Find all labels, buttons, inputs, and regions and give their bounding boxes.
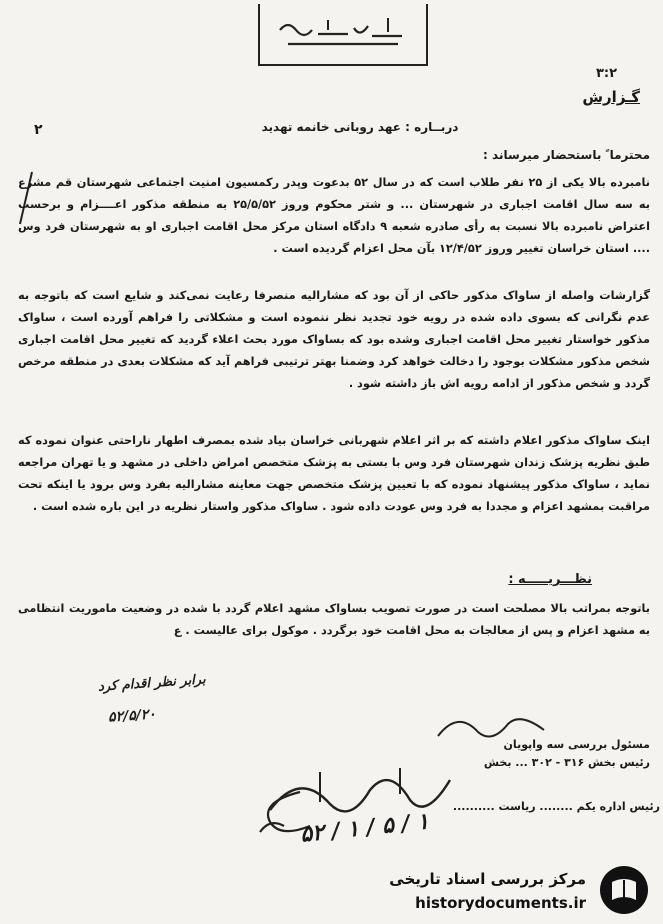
document-title: گـزارش	[582, 88, 640, 106]
stamp-scribble-icon	[268, 10, 418, 56]
salutation: محترما ً باستحضار میرساند :	[483, 148, 650, 162]
document-subject: دربــاره : عهد روبانی خانمه تهدید	[261, 120, 459, 134]
handwritten-number: ۵۲ / ۱ / ۵ / ۱	[298, 808, 431, 848]
signature-line-2: رئیس بخش ۳۱۶ - ۳۰۲ ... بخش	[483, 756, 650, 769]
recipient-line: رئیس اداره یکم ........ ریاست ..........	[452, 800, 660, 813]
signature-line-1: مسئول بررسی سه واپویان	[503, 738, 650, 751]
body-paragraph-1: نامبرده بالا یکی از ۲۵ نفر طلاب است که در سال ۵۲ بدعوت وپدر رکمسیون امنیت اجتماعی شهرستان قم مشرع به سه سال اقامت اجباری در شهرستان ... و شتر محکوم وروز ۲۵/۵/۵۲ به منطقه مذکور اعــــزام و برحسب اعتراض نامبرده بالا نسبت به رأی صادره شعبه ۹ دادگاه استان مرکز محل اقامت اجباری او به شهرستان فرد وس .... استان خراسان تغییر وروز ۱۲/۴/۵۲ بآن محل اعزام گردیده است .	[18, 176, 651, 255]
conclusion-paragraph: باتوجه بمراتب بالا مصلحت است در صورت تصویب بساواک مشهد اعلام گردد با شده در وضعیت ماموریت انتظامی به مشهد اعزام و پس از معالجات به محل اقامت خود برگردد . موکول برای عالیست . ع	[18, 602, 650, 637]
handwritten-note: برابر نظر اقدام کرد	[97, 672, 207, 695]
book-logo-icon	[598, 864, 650, 916]
header-stamp	[258, 4, 428, 66]
handwritten-date: ۵۲/۵/۲۰	[107, 706, 157, 726]
watermark-url: historydocuments.ir	[415, 894, 586, 912]
body-paragraph-2: گزارشات واصله از ساواک مذکور حاکی از آن بود که مشارالیه منصرفا رعایت نمی‌کند و شایع است که باتوجه به عدم نگرانی که بسوی داده شده در رویه خود تجدید نظر ننموده است و مشکلاتی را فراهم آورده است ، ساواک مذکور خواستار تغییر محل اقامت اجباری وشده بود که بساواک مورد بحث اعلاء گردید که تغییر محل اقامت اجباری شخص مذکور مشکلات بوجود را دخالت خواهد کرد وضمنا بهتر ترتیبی فراهم آید که مشکلات بعدی در منطقه مرخص گردد و شخص مذکور از ادامه رویه اش باز داشته شود .	[18, 289, 650, 390]
corner-mark: ۲	[34, 122, 43, 138]
watermark	[360, 862, 656, 918]
page-number: ۳:۲	[596, 66, 618, 81]
watermark-farsi: مرکز بررسی اسناد تاریخی	[389, 870, 586, 888]
body-paragraph-3: اینک ساواک مذکور اعلام داشته که بر اثر اعلام شهربانی خراسان بیاد شده بمصرف اطهار ناراحتی عنوان نموده که طبق نظریه پزشک زندان شهرستان فرد وس با بستی به پزشک متخصص امراض داخلی در مشهد و یا تهران مراجعه نماید ، ساواک مذکور پیشنهاد نموده که با تعیین پزشک متخصص جهت معاینه مشارالیه بفرد وس برود یا اینکه تحت مراقبت بمشهد اعزام و مجددا به فرد وس عودت داده شود . ساواک مذکور واستار نظریه در این باره شده است .	[18, 434, 650, 513]
opinion-heading: نظـــریـــــه :	[508, 572, 592, 587]
